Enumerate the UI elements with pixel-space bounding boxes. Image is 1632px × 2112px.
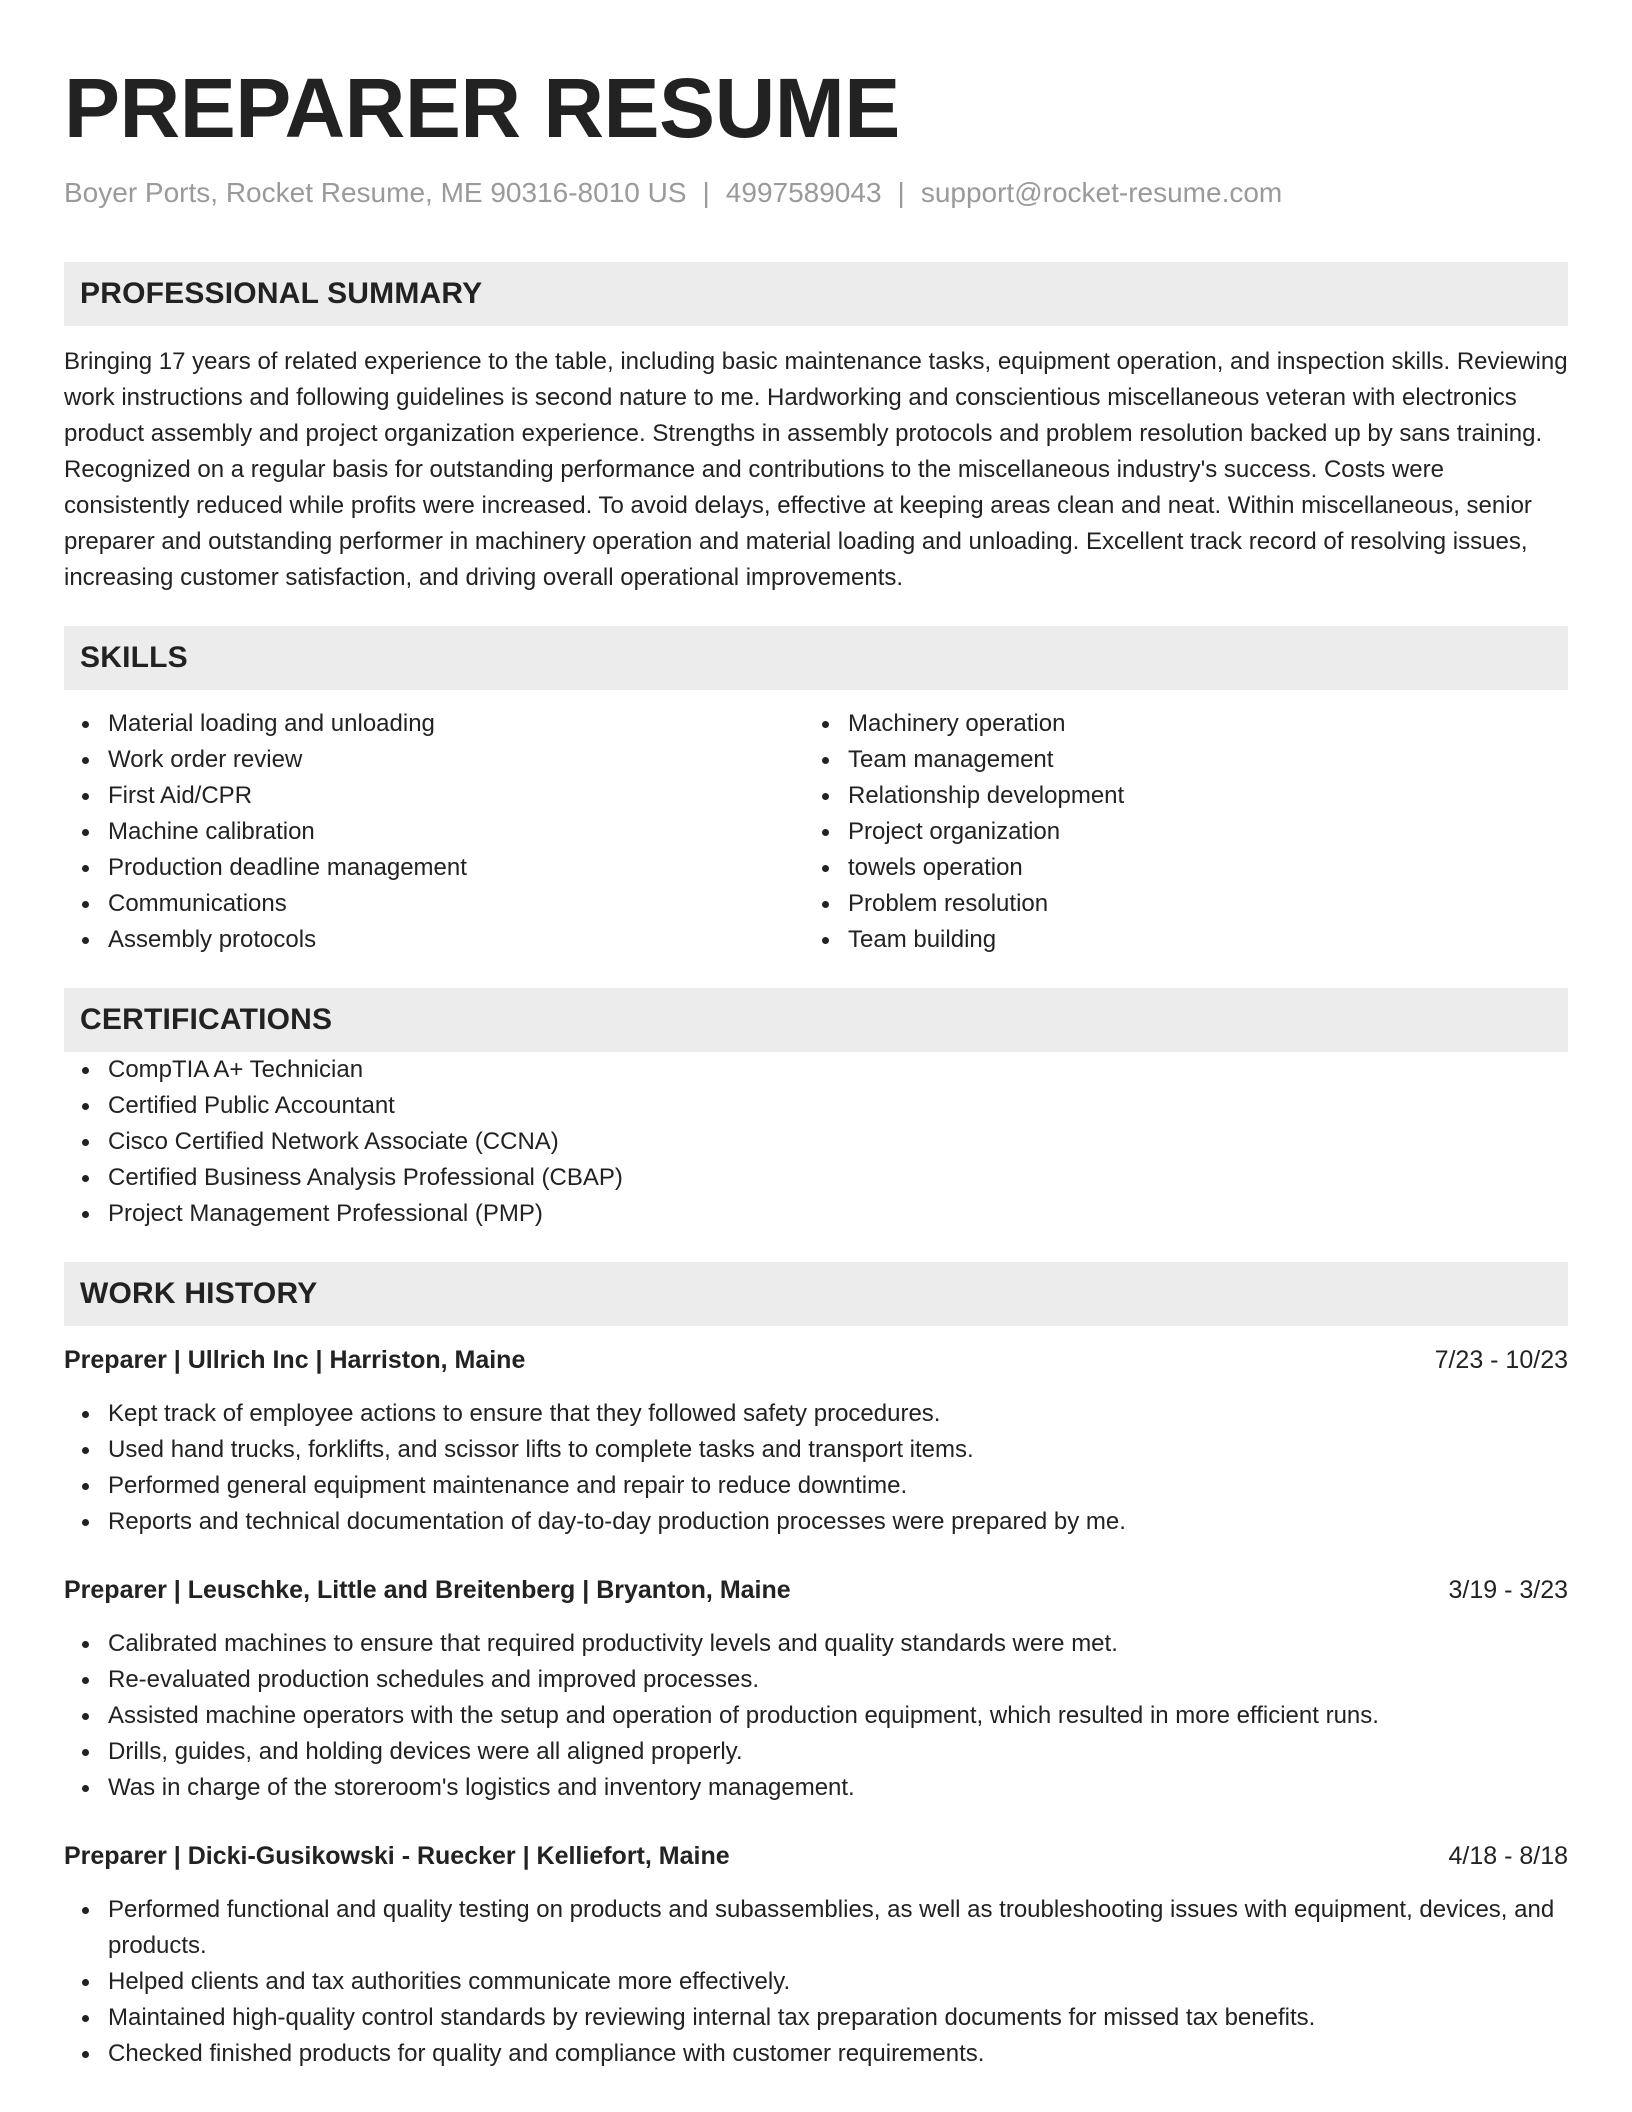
job-entry [64, 1572, 1568, 1806]
job-bullets [64, 1626, 1568, 1806]
skill-item: Team management [804, 742, 1544, 778]
skill-item: Work order review [64, 742, 804, 778]
contact-separator: | [897, 177, 905, 208]
section-heading-skills: SKILLS [64, 626, 1568, 690]
job-bullet: Performed functional and quality testing on products and subassemblies, as well as troubleshooting issues with equipment, devices, and products. [64, 1892, 1568, 1964]
certification-item: Certified Public Accountant [64, 1088, 1568, 1124]
resume-title: PREPARER RESUME [64, 61, 900, 155]
job-title: Preparer | Dicki-Gusikowski - Ruecker | Kelliefort, Maine [64, 1841, 730, 1870]
job-bullet: Re-evaluated production schedules and improved processes. [64, 1662, 1568, 1698]
certification-item: Cisco Certified Network Associate (CCNA) [64, 1124, 1568, 1160]
certification-item: Project Management Professional (PMP) [64, 1196, 1568, 1232]
contact-email: support@rocket-resume.com [920, 177, 1283, 208]
skill-item: Relationship development [804, 778, 1544, 814]
job-dates: 3/19 - 3/23 [1448, 1575, 1568, 1604]
skill-item: Communications [64, 886, 804, 922]
job-bullet: Performed general equipment maintenance and repair to reduce downtime. [64, 1468, 1568, 1504]
section-heading-work-history: WORK HISTORY [64, 1262, 1568, 1326]
skill-item: Team building [804, 922, 1544, 958]
skill-item: towels operation [804, 850, 1544, 886]
skill-item: Problem resolution [804, 886, 1544, 922]
certification-item: CompTIA A+ Technician [64, 1052, 1568, 1088]
job-bullet: Checked finished products for quality and compliance with customer requirements. [64, 2036, 1568, 2072]
summary-text: Bringing 17 years of related experience to the table, including basic maintenance tasks, equipment operation, and inspection skills. Reviewing work instructions and following guidelines is second nature to me. Hardworking and conscientious miscellaneous veteran with electronics product assembly and project organization experience. Strengths in assembly protocols and problem resolution backed up by sans training. Recognized on a regular basis for outstanding performance and contributions to the miscellaneous industry's success. Costs were consistently reduced while profits were increased. To avoid delays, effective at keeping areas clean and neat. Within miscellaneous, senior preparer and outstanding performer in machinery operation and material loading and unloading. Excellent track record of resolving issues, increasing customer satisfaction, and driving overall operational improvements. [64, 347, 1568, 591]
job-dates: 4/18 - 8/18 [1448, 1841, 1568, 1870]
section-heading-summary: PROFESSIONAL SUMMARY [64, 262, 1568, 326]
job-bullet: Kept track of employee actions to ensure that they followed safety procedures. [64, 1396, 1568, 1432]
job-bullet: Was in charge of the storeroom's logistics and inventory management. [64, 1770, 1568, 1806]
job-header [64, 1572, 1568, 1608]
work-history-section [64, 1262, 1568, 2072]
skills-list-left [64, 706, 804, 958]
job-entry [64, 1838, 1568, 2072]
job-bullets [64, 1892, 1568, 2072]
contact-line [64, 176, 1568, 210]
job-title: Preparer | Leuschke, Little and Breitenberg | Bryanton, Maine [64, 1575, 791, 1604]
skills-grid [64, 706, 1568, 958]
job-entry [64, 1342, 1568, 1540]
certification-item: Certified Business Analysis Professional (CBAP) [64, 1160, 1568, 1196]
skill-item: Assembly protocols [64, 922, 804, 958]
job-bullet: Maintained high-quality control standards by reviewing internal tax preparation documents for missed tax benefits. [64, 2000, 1568, 2036]
job-header [64, 1838, 1568, 1874]
job-dates: 7/23 - 10/23 [1434, 1345, 1568, 1374]
certifications-list [64, 1052, 1568, 1232]
professional-summary-section [64, 262, 1568, 596]
job-bullet: Reports and technical documentation of day-to-day production processes were prepared by me. [64, 1504, 1568, 1540]
skill-item: Production deadline management [64, 850, 804, 886]
skill-item: Project organization [804, 814, 1544, 850]
contact-separator: | [702, 177, 710, 208]
job-bullet: Drills, guides, and holding devices were all aligned properly. [64, 1734, 1568, 1770]
job-bullet: Calibrated machines to ensure that required productivity levels and quality standards were met. [64, 1626, 1568, 1662]
job-title: Preparer | Ullrich Inc | Harriston, Maine [64, 1345, 526, 1374]
job-bullet: Used hand trucks, forklifts, and scissor lifts to complete tasks and transport items. [64, 1432, 1568, 1468]
job-header [64, 1342, 1568, 1378]
certifications-section [64, 988, 1568, 1232]
section-heading-certifications: CERTIFICATIONS [64, 988, 1568, 1052]
job-bullet: Helped clients and tax authorities communicate more effectively. [64, 1964, 1568, 2000]
skill-item: Machine calibration [64, 814, 804, 850]
skills-list-right [804, 706, 1544, 958]
skill-item: Material loading and unloading [64, 706, 804, 742]
skill-item: Machinery operation [804, 706, 1544, 742]
contact-phone: 4997589043 [725, 177, 882, 208]
skills-section [64, 626, 1568, 958]
skill-item: First Aid/CPR [64, 778, 804, 814]
job-bullets [64, 1396, 1568, 1540]
contact-address: Boyer Ports, Rocket Resume, ME 90316-8010 US [64, 177, 687, 208]
job-bullet: Assisted machine operators with the setup and operation of production equipment, which resulted in more efficient runs. [64, 1698, 1568, 1734]
